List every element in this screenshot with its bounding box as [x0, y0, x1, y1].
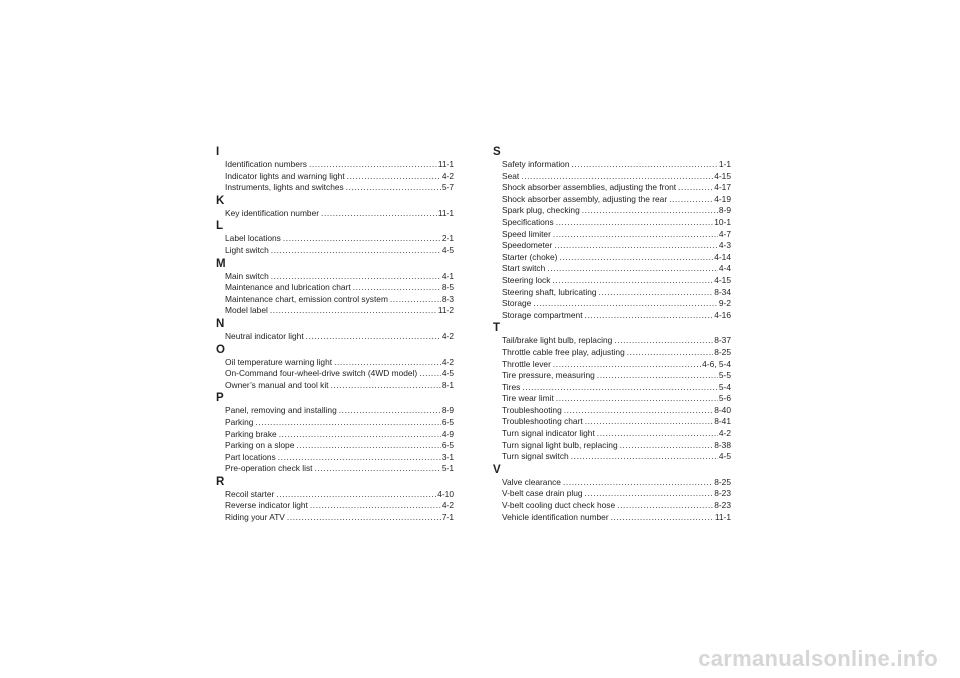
dot-leader — [533, 298, 718, 310]
dot-leader — [678, 182, 713, 194]
index-entry-text: Parking brake — [225, 428, 277, 439]
index-entry-page: 4-2 — [441, 330, 454, 341]
index-entry-page: 1-1 — [718, 159, 731, 169]
index-entry-page: 8-34 — [714, 286, 731, 297]
index-entry-page: 4-5 — [441, 368, 454, 379]
index-letter-heading: N — [216, 317, 225, 330]
index-entry-text: Parking — [225, 416, 254, 427]
index-entry-text: Main switch — [225, 270, 269, 281]
index-entry[interactable] — [493, 298, 731, 310]
index-entry-text: Maintenance chart, emission control system — [225, 293, 388, 304]
index-entry[interactable] — [493, 229, 731, 241]
dot-leader — [669, 194, 713, 206]
dot-leader — [283, 233, 441, 245]
dot-leader — [331, 380, 441, 392]
dot-leader — [585, 310, 714, 322]
index-entry-page: 11-1 — [437, 159, 454, 169]
index-entry[interactable] — [493, 512, 731, 524]
dot-leader — [339, 405, 441, 417]
index-entry-text: Throttle lever — [502, 358, 551, 369]
index-entry-page: 10-1 — [714, 216, 731, 227]
index-entry[interactable] — [493, 217, 731, 229]
index-entry-page: 3-1 — [441, 451, 454, 462]
index-entry[interactable] — [493, 370, 731, 382]
index-entry-text: Valve clearance — [502, 476, 561, 487]
dot-leader — [276, 489, 436, 501]
index-entry-text: Seat — [502, 170, 520, 181]
index-entry[interactable] — [493, 287, 731, 299]
index-entry[interactable] — [216, 208, 454, 220]
index-entry[interactable] — [216, 233, 454, 245]
index-entry-page: 4-6, 5-4 — [702, 358, 731, 369]
index-entry-text: Starter (choke) — [502, 251, 558, 262]
dot-leader — [582, 205, 718, 217]
dot-leader — [556, 393, 718, 405]
index-entry-text: Riding your ATV — [225, 512, 285, 523]
index-entry-text: Storage — [502, 298, 532, 309]
index-entry[interactable] — [493, 382, 731, 394]
index-entry-page: 8-1 — [441, 379, 454, 390]
index-entry-text: Troubleshooting chart — [502, 416, 583, 427]
index-entry[interactable] — [216, 282, 454, 294]
dot-leader — [255, 417, 440, 429]
dot-leader — [315, 463, 441, 475]
index-entry-text: Spark plug, checking — [502, 205, 580, 216]
index-entry-page: 5-7 — [441, 182, 454, 193]
index-entry[interactable] — [216, 171, 454, 183]
index-entry[interactable] — [216, 294, 454, 306]
index-entry-text: Vehicle identification number — [502, 511, 609, 522]
dot-leader — [554, 240, 718, 252]
index-entry-text: Specifications — [502, 216, 554, 227]
index-letter-heading: I — [216, 146, 220, 158]
index-entry-page: 11-1 — [714, 511, 731, 522]
dot-leader — [559, 252, 713, 264]
index-entry-page: 8-25 — [714, 346, 731, 357]
dot-leader — [321, 208, 437, 220]
dot-leader — [556, 217, 714, 229]
index-entry-text: Shock absorber assembly, adjusting the rear — [502, 193, 668, 204]
index-letter-heading: R — [216, 475, 225, 488]
index-letter-heading: P — [216, 392, 224, 405]
index-entry-text: Storage compartment — [502, 309, 583, 320]
index-entry-page: 5-5 — [718, 370, 731, 381]
index-entry-page: 7-1 — [441, 512, 454, 523]
index-entry-text: Reverse indicator light — [225, 500, 308, 511]
index-entry-text: Tires — [502, 381, 521, 392]
index-entry[interactable] — [216, 489, 454, 501]
index-entry[interactable] — [493, 205, 731, 217]
dot-leader — [278, 452, 441, 464]
index-entry[interactable] — [216, 182, 454, 194]
dot-leader — [547, 263, 718, 275]
index-entry-page: 4-2 — [441, 170, 454, 181]
index-entry-page: 8-3 — [441, 293, 454, 304]
dot-leader — [271, 271, 441, 283]
index-entry[interactable] — [493, 488, 731, 500]
index-entry-text: Oil temperature warning light — [225, 356, 333, 367]
index-entry-page: 11-2 — [437, 305, 454, 316]
index-entry[interactable] — [493, 405, 731, 417]
index-entry-page: 8-25 — [714, 476, 731, 487]
index-entry-page: 4-16 — [714, 309, 731, 320]
dot-leader — [279, 429, 441, 441]
index-entry-text: Model label — [225, 305, 268, 316]
index-entry[interactable] — [493, 500, 731, 512]
index-entry-page: 8-23 — [714, 488, 731, 499]
index-entry-text: Steering lock — [502, 274, 551, 285]
dot-leader — [521, 171, 713, 183]
index-entry-text: Light switch — [225, 244, 269, 255]
index-entry[interactable] — [216, 331, 454, 343]
index-entry[interactable] — [493, 252, 731, 264]
index-entry-text: Owner’s manual and tool kit — [225, 379, 329, 390]
dot-leader — [347, 171, 441, 183]
index-entry-text: Throttle cable free play, adjusting — [502, 346, 625, 357]
index-entry[interactable] — [493, 451, 731, 463]
index-entry-text: Key identification number — [225, 207, 320, 218]
index-entry-page: 4-1 — [441, 270, 454, 281]
index-entry[interactable] — [216, 429, 454, 441]
index-entry-text: Tire wear limit — [502, 393, 554, 404]
index-entry-text: Tire pressure, measuring — [502, 370, 595, 381]
index-entry-text: Neutral indicator light — [225, 330, 304, 341]
index-entry[interactable] — [493, 194, 731, 206]
index-entry-text: Panel, removing and installing — [225, 405, 337, 416]
index-entry-text: Turn signal light bulb, replacing — [502, 439, 618, 450]
dot-leader — [620, 440, 714, 452]
dot-leader — [553, 359, 701, 371]
dot-leader — [553, 229, 718, 241]
index-letter-heading: O — [216, 343, 225, 356]
index-letter-heading: T — [493, 322, 501, 335]
index-entry[interactable] — [493, 393, 731, 405]
index-entry[interactable] — [493, 275, 731, 287]
index-entry-page: 9-2 — [718, 298, 731, 309]
index-entry-text: Shock absorber assemblies, adjusting the front — [502, 182, 677, 193]
index-column-right — [493, 145, 731, 523]
index-entry[interactable] — [216, 500, 454, 512]
dot-leader — [614, 335, 713, 347]
index-entry-page: 4-3 — [718, 240, 731, 251]
dot-leader — [599, 287, 714, 299]
index-entry-page: 4-5 — [718, 451, 731, 462]
index-entry-text: Recoil starter — [225, 488, 275, 499]
index-entry[interactable] — [493, 310, 731, 322]
dot-leader — [572, 159, 718, 171]
index-entry-page: 6-5 — [441, 416, 454, 427]
dot-leader — [346, 182, 441, 194]
index-entry-text: Maintenance and lubrication chart — [225, 282, 351, 293]
index-entry-page: 11-1 — [437, 207, 454, 218]
index-entry-page: 4-7 — [718, 228, 731, 239]
index-entry[interactable] — [493, 359, 731, 371]
index-entry-page: 4-14 — [714, 251, 731, 262]
index-entry[interactable] — [493, 347, 731, 359]
index-entry-text: V-belt cooling duct check hose — [502, 500, 616, 511]
index-entry[interactable] — [493, 335, 731, 347]
index-entry-page: 8-5 — [441, 282, 454, 293]
index-entry[interactable] — [493, 428, 731, 440]
index-entry-page: 4-19 — [714, 193, 731, 204]
index-entry-page: 8-23 — [714, 500, 731, 511]
index-entry[interactable] — [493, 477, 731, 489]
watermark: carmanualsonline.info — [698, 646, 938, 671]
dot-leader — [597, 428, 718, 440]
dot-leader — [310, 500, 441, 512]
index-entry-page: 5-4 — [718, 381, 731, 392]
index-entry-text: Turn signal indicator light — [502, 428, 595, 439]
index-entry-page: 4-15 — [714, 170, 731, 181]
index-entry[interactable] — [493, 159, 731, 171]
index-entry-page: 5-6 — [718, 393, 731, 404]
index-entry[interactable] — [216, 271, 454, 283]
index-entry-text: Parking on a slope — [225, 440, 295, 451]
dot-leader — [306, 331, 441, 343]
index-entry[interactable] — [216, 463, 454, 475]
index-entry-text: Pre-operation check list — [225, 463, 313, 474]
index-entry-text: Label locations — [225, 233, 281, 244]
index-entry-page: 4-5 — [441, 244, 454, 255]
dot-leader — [353, 282, 441, 294]
index-entry[interactable] — [493, 240, 731, 252]
dot-leader — [296, 440, 441, 452]
index-entry-text: Identification numbers — [225, 159, 307, 169]
index-column-left — [216, 145, 454, 524]
index-entry-text: Speedometer — [502, 240, 553, 251]
dot-leader — [334, 357, 441, 369]
index-entry-text: Turn signal switch — [502, 451, 569, 462]
index-entry[interactable] — [493, 416, 731, 428]
index-letter-heading: S — [493, 146, 501, 158]
dot-leader — [564, 405, 713, 417]
dot-leader — [552, 275, 713, 287]
index-entry[interactable] — [216, 417, 454, 429]
index-entry-page: 8-9 — [441, 405, 454, 416]
dot-leader — [270, 305, 437, 317]
index-entry[interactable] — [216, 380, 454, 392]
index-entry-text: Steering shaft, lubricating — [502, 286, 597, 297]
index-entry[interactable] — [493, 171, 731, 183]
index-entry-text: Part locations — [225, 451, 276, 462]
index-entry[interactable] — [216, 512, 454, 524]
index-entry[interactable] — [216, 357, 454, 369]
dot-leader — [287, 512, 441, 524]
index-entry[interactable] — [493, 182, 731, 194]
index-entry-page: 4-15 — [714, 274, 731, 285]
dot-leader — [390, 294, 441, 306]
index-entry-text: On-Command four-wheel-drive switch (4WD model) — [225, 368, 418, 379]
index-entry[interactable] — [216, 405, 454, 417]
index-entry[interactable] — [216, 305, 454, 317]
index-entry[interactable] — [216, 452, 454, 464]
dot-leader — [627, 347, 713, 359]
index-entry-text: Troubleshooting — [502, 404, 562, 415]
index-entry-text: Indicator lights and warning light — [225, 170, 345, 181]
index-entry-text: Tail/brake light bulb, replacing — [502, 335, 613, 346]
index-entry[interactable] — [216, 440, 454, 452]
index-entry-page: 2-1 — [441, 233, 454, 244]
index-entry-page: 8-9 — [718, 205, 731, 216]
index-entry-page: 5-1 — [441, 463, 454, 474]
dot-leader — [611, 512, 714, 524]
index-entry-page: 4-4 — [718, 263, 731, 274]
index-letter-heading: M — [216, 257, 226, 270]
dot-leader — [271, 245, 441, 257]
index-entry-page: 4-9 — [441, 428, 454, 439]
index-entry-page: 6-5 — [441, 440, 454, 451]
index-entry[interactable] — [216, 159, 454, 171]
index-entry-page: 8-41 — [714, 416, 731, 427]
index-entry-page: 8-38 — [714, 439, 731, 450]
index-entry[interactable] — [216, 245, 454, 257]
index-entry-page: 4-2 — [718, 428, 731, 439]
index-letter-heading: V — [493, 463, 501, 476]
index-entry-page: 8-40 — [714, 404, 731, 415]
index-entry-text: V-belt case drain plug — [502, 488, 583, 499]
index-letter-heading: K — [216, 194, 225, 207]
dot-leader — [563, 477, 713, 489]
index-entry-page: 4-17 — [714, 182, 731, 193]
index-entry-text: Start switch — [502, 263, 546, 274]
index-entry-page: 4-2 — [441, 356, 454, 367]
index-entry-page: 8-37 — [714, 335, 731, 346]
dot-leader — [597, 370, 718, 382]
index-entry[interactable] — [493, 263, 731, 275]
index-entry-page: 4-2 — [441, 500, 454, 511]
index-entry[interactable] — [216, 368, 454, 380]
index-entry[interactable] — [493, 440, 731, 452]
index-entry-page: 4-10 — [437, 488, 454, 499]
dot-leader — [309, 159, 437, 171]
dot-leader — [522, 382, 718, 394]
dot-leader — [419, 368, 441, 380]
dot-leader — [617, 500, 713, 512]
dot-leader — [585, 416, 714, 428]
index-entry-text: Instruments, lights and switches — [225, 182, 344, 193]
index-entry-text: Safety information — [502, 159, 570, 169]
dot-leader — [571, 451, 718, 463]
dot-leader — [585, 488, 714, 500]
index-entry-text: Speed limiter — [502, 228, 551, 239]
index-letter-heading: L — [216, 220, 224, 233]
